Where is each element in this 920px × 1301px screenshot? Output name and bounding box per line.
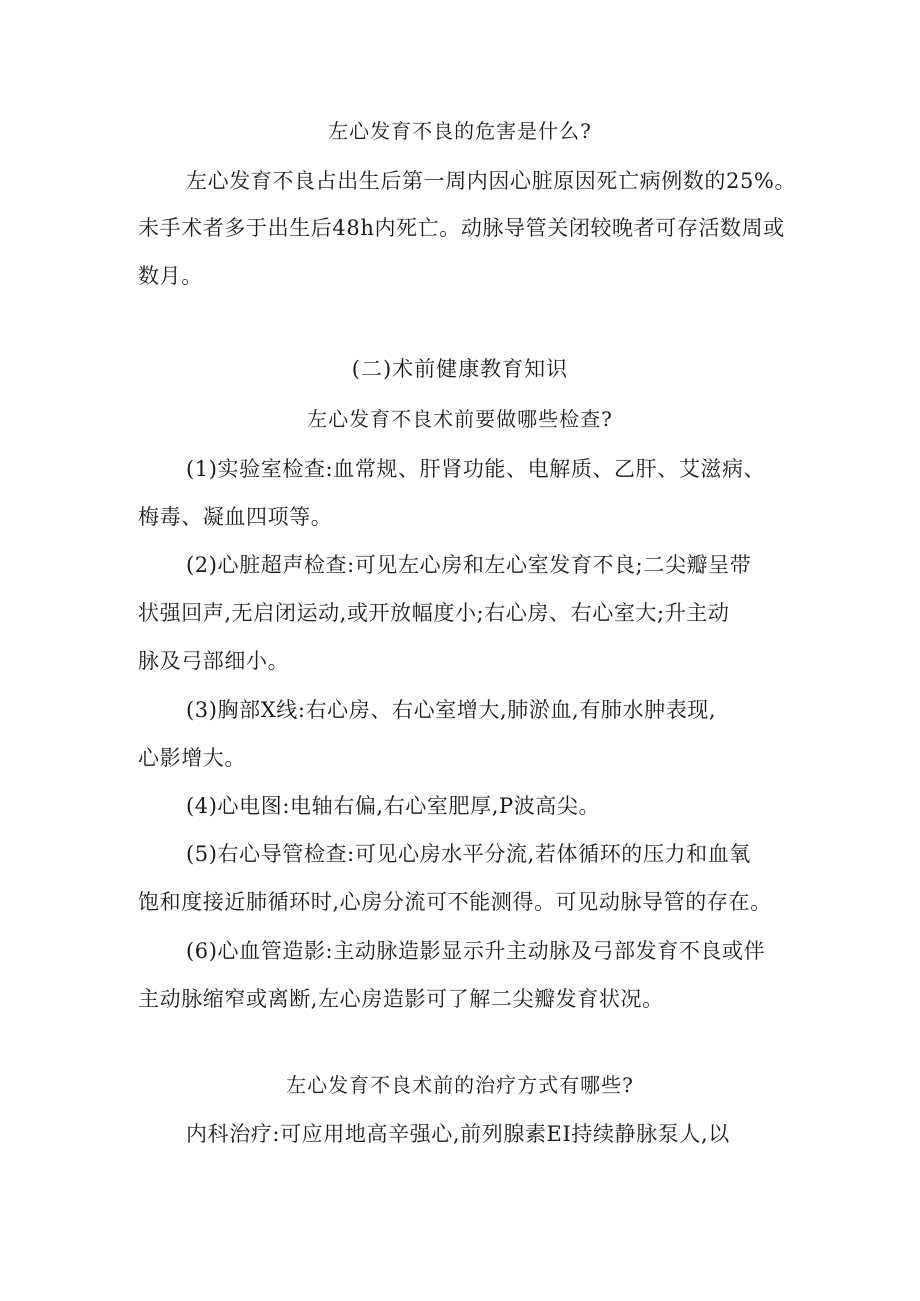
exam-item-1-line: (1)实验室检查:血常规、肝肾功能、电解质、乙肝、艾滋病、	[186, 457, 766, 481]
exam-item-6-line: (6)心血管造影:主动脉造影显示升主动脉及弓部发育不良或伴	[186, 939, 766, 963]
exam-item-3-line: (3)胸部X线:右心房、右心室增大,肺淤血,有肺水肿表现,	[186, 698, 717, 722]
paragraph-line: 左心发育不良占出生后第一周内因心脏原因死亡病例数的25%。	[186, 169, 797, 193]
exam-item-1-line: 梅毒、凝血四项等。	[138, 505, 333, 529]
section-heading-preop-education: (二)术前健康教育知识	[351, 357, 569, 381]
section-heading-dangers: 左心发育不良的危害是什么?	[328, 119, 592, 143]
paragraph-line: 数月。	[138, 264, 203, 288]
exam-item-2-line: 状强回声,无启闭运动,或开放幅度小;右心房、右心室大;升主动	[138, 601, 730, 625]
exam-item-3-line: 心影增大。	[138, 746, 246, 770]
paragraph-line: 未手术者多于出生后48h内死亡。动脉导管关闭较晚者可存活数周或	[138, 216, 785, 240]
exam-item-4-line: (4)心电图:电轴右偏,右心室肥厚,P波高尖。	[186, 794, 601, 818]
exam-item-2-line: 脉及弓部细小。	[138, 649, 290, 673]
subheading-preop-exams: 左心发育不良术前要做哪些检查?	[307, 407, 613, 431]
exam-item-5-line: 饱和度接近肺循环时,心房分流可不能测得。可见动脉导管的存在。	[138, 890, 772, 914]
paragraph-line: 内科治疗:可应用地高辛强心,前列腺素EI持续静脉泵人,以	[186, 1122, 730, 1146]
exam-item-2-line: (2)心脏超声检查:可见左心房和左心室发育不良;二尖瓣呈带	[186, 553, 752, 577]
exam-item-6-line: 主动脉缩窄或离断,左心房造影可了解二尖瓣发育状况。	[138, 987, 664, 1011]
exam-item-5-line: (5)右心导管检查:可见心房水平分流,若体循环的压力和血氧	[186, 842, 751, 866]
section-heading-preop-treatment: 左心发育不良术前的治疗方式有哪些?	[286, 1073, 634, 1097]
